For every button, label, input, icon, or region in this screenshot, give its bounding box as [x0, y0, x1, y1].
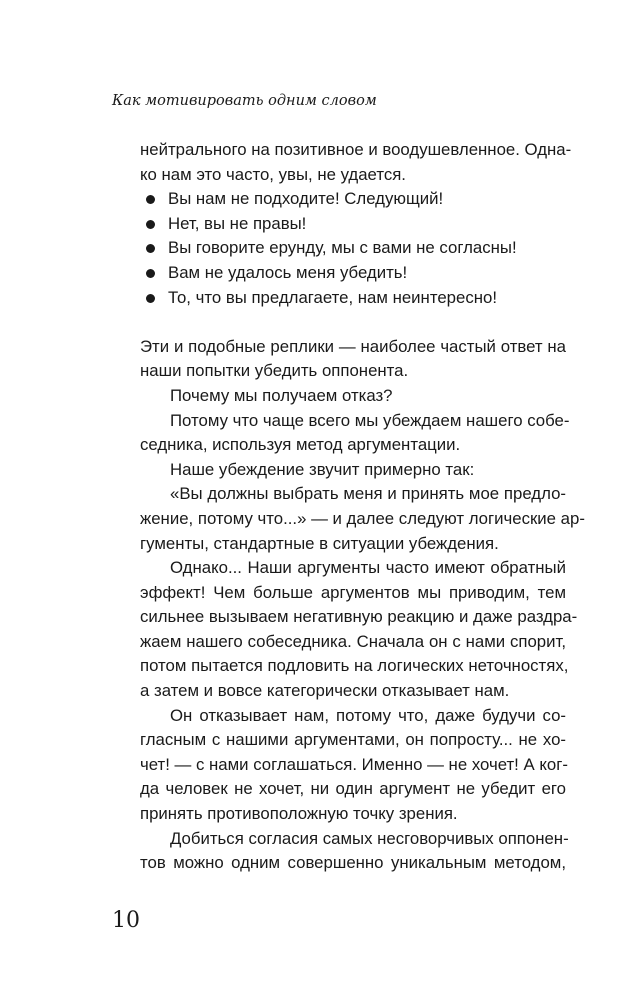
text-line: Потому что чаще всего мы убеждаем нашего собе- [170, 410, 570, 430]
text-line: тов можно одним совершенно уникальным методом, [140, 853, 566, 873]
body-text [140, 138, 585, 876]
text-line: сильнее вызываем негативную реакцию и даже раздра- [140, 607, 578, 627]
list-item [140, 236, 566, 261]
bullet-text: То, что вы предлагаете, нам неинтересно! [168, 287, 497, 307]
text-line: седника, используя метод аргументации. [140, 435, 461, 455]
text-line: а затем и вовсе категорически отказывает нам. [140, 681, 510, 701]
text-line: чет! — с нами соглашаться. Именно — не хочет! А ког- [140, 754, 568, 774]
list-item [140, 187, 566, 212]
text-line: ко нам это часто, увы, не удается. [140, 164, 406, 184]
list-item [140, 261, 566, 286]
running-header-title: Как мотивировать одним словом [112, 93, 377, 109]
text-line: наши попытки убедить оппонента. [140, 361, 409, 381]
bullet-icon [146, 195, 155, 204]
text-line: Он отказывает нам, потому что, даже будучи со- [170, 705, 566, 725]
text-line: нейтрального на позитивное и воодушевленное. Одна- [140, 140, 572, 159]
bullet-text: Нет, вы не правы! [168, 213, 307, 233]
bullet-icon [146, 220, 155, 229]
page-number: 10 [112, 908, 140, 933]
bullet-list [140, 187, 566, 310]
text-line: эффект! Чем больше аргументов мы приводим, тем [140, 582, 566, 602]
paragraph-gap [140, 310, 566, 335]
text-line: гласным с нашими аргументами, он попросту... не хо- [140, 730, 566, 750]
text-line: Добиться согласия самых несговорчивых оппонен- [170, 828, 569, 848]
text-line: принять противоположную точку зрения. [140, 804, 458, 824]
text-line: гументы, стандартные в ситуации убеждения. [140, 533, 499, 553]
bullet-text: Вы говорите ерунду, мы с вами не согласны! [168, 238, 517, 258]
text-line: Почему мы получаем отказ? [170, 385, 393, 405]
text-line: жаем нашего собеседника. Сначала он с нами спорит, [140, 631, 566, 651]
text-line: жение, потому что...» — и далее следуют логические ар- [140, 508, 585, 528]
text-line: «Вы должны выбрать меня и принять мое предло- [170, 484, 566, 504]
text-line: Однако... Наши аргументы часто имеют обратный [170, 558, 566, 578]
bullet-text: Вы нам не подходите! Следующий! [168, 189, 444, 209]
bullet-icon [146, 294, 155, 303]
text-line: Эти и подобные реплики — наиболее частый ответ на [140, 336, 566, 356]
bullet-text: Вам не удалось меня убедить! [168, 262, 408, 282]
bullet-icon [146, 269, 155, 278]
bullet-icon [146, 244, 155, 253]
text-line: да человек не хочет, ни один аргумент не убедит его [140, 779, 566, 799]
text-line: Наше убеждение звучит примерно так: [170, 459, 475, 479]
list-item [140, 212, 566, 237]
text-line: потом пытается подловить на логических неточностях, [140, 656, 569, 676]
list-item [140, 286, 566, 311]
